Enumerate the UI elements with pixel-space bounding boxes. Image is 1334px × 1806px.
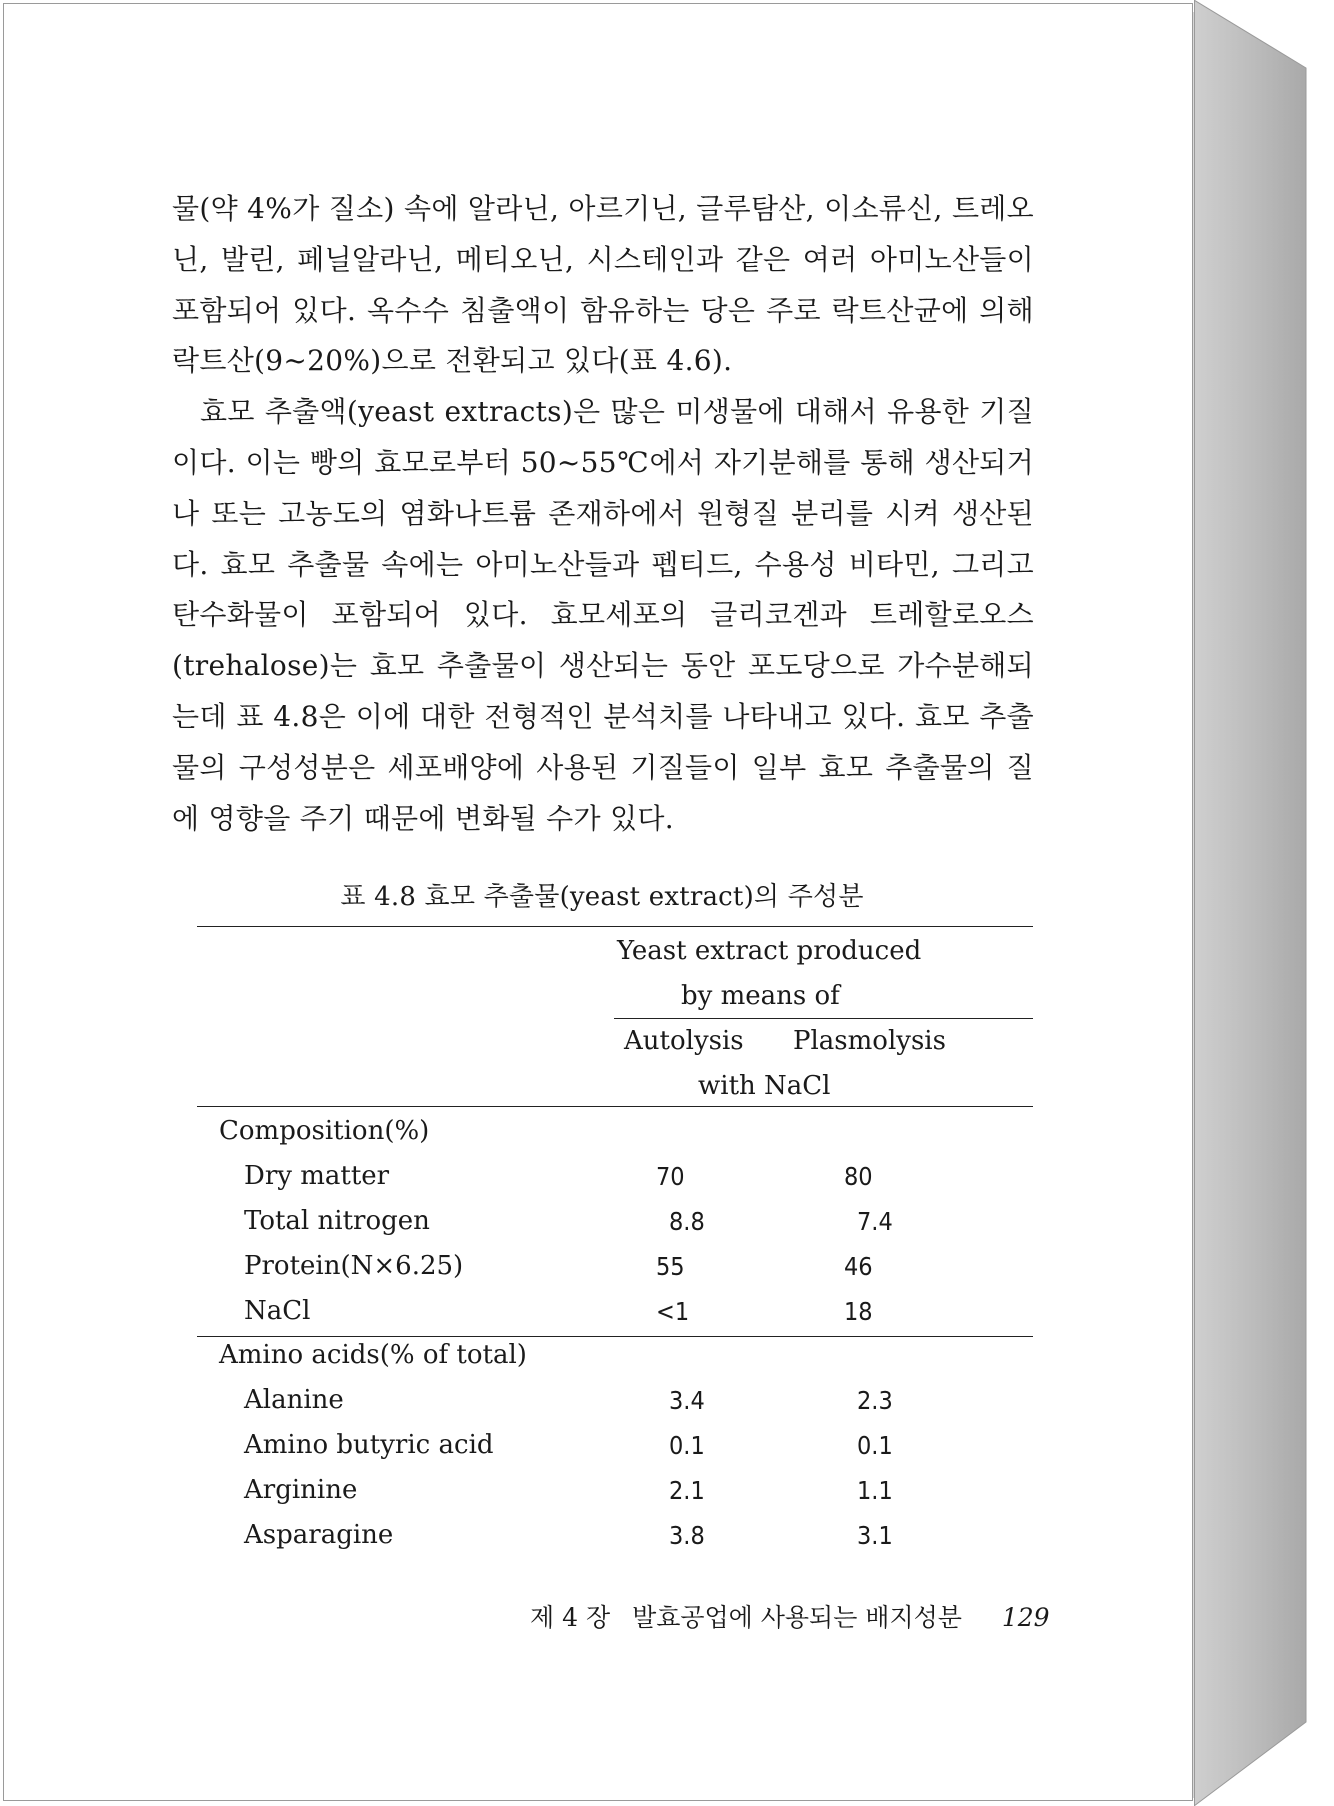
cell-autolysis: 8.8 <box>669 1207 705 1236</box>
row-label: Asparagine <box>244 1520 394 1550</box>
section-title: Amino acids(% of total) <box>219 1340 527 1370</box>
book-page <box>3 3 1193 1801</box>
book-spine-graphic <box>1194 0 1334 1806</box>
header-autolysis: Autolysis <box>624 1026 744 1056</box>
paragraph: 물(약 4%가 질소) 속에 알라닌, 아르기닌, 글루탐산, 이소류신, 트레오닌, 발린, 페닐알라닌, 메티오닌, 시스테인과 같은 여러 아미노산들이 포함되어 있다. 옥수수 침출액이 함유하는 당은 주로 락트산균에 의해 락트산(9~20%)으로 전환되고 있다(표 4.6). <box>172 192 1034 378</box>
cell-plasmolysis: 80 <box>844 1162 873 1191</box>
book-spine <box>1194 0 1334 1806</box>
header-plasmolysis: Plasmolysis <box>793 1026 946 1056</box>
page-footer <box>530 1598 1050 1634</box>
cell-autolysis: 0.1 <box>669 1431 705 1460</box>
cell-plasmolysis: 2.3 <box>857 1386 893 1415</box>
row-label: Protein(N×6.25) <box>244 1251 464 1281</box>
chapter-title: 발효공업에 사용되는 배지성분 <box>632 1603 962 1632</box>
header-bottom-rule <box>197 1106 1033 1107</box>
cell-autolysis: 2.1 <box>669 1476 705 1505</box>
section-title: Composition(%) <box>219 1116 430 1146</box>
cell-plasmolysis: 0.1 <box>857 1431 893 1460</box>
cell-autolysis: <1 <box>656 1297 690 1326</box>
table-caption: 표 4.8 효모 추출물(yeast extract)의 주성분 <box>340 882 864 912</box>
body-text <box>172 184 1034 844</box>
paragraph: 효모 추출액(yeast extracts)은 많은 미생물에 대해서 유용한 기질이다. 이는 빵의 효모로부터 50~55℃에서 자기분해를 통해 생산되거나 또는 고농도의 염화나트륨 존재하에서 원형질 분리를 시켜 생산된다. 효모 추출물 속에는 아미노산들과 펩티드, 수용성 비타민, 그리고 탄수화물이 포함되어 있다. 효모세포의 글리코겐과 트레할로오스(trehalose)는 효모 추출물이 생산되는 동안 포도당으로 가수분해되는데 표 4.8은 이에 대한 전형적인 분석치를 나타내고 있다. 효모 추출물의 구성성분은 세포배양에 사용된 기질들이 일부 효모 추출물의 질에 영향을 주기 때문에 변화될 수가 있다. <box>172 395 1034 835</box>
header-plasmolysis-sub: with NaCl <box>698 1071 831 1101</box>
cell-plasmolysis: 3.1 <box>857 1521 893 1550</box>
cell-autolysis: 55 <box>656 1252 685 1281</box>
page-number: 129 <box>1001 1603 1050 1632</box>
header-sub-rule <box>614 1018 1033 1019</box>
row-label: Amino butyric acid <box>244 1430 494 1460</box>
cell-plasmolysis: 18 <box>844 1297 873 1326</box>
cell-plasmolysis: 7.4 <box>857 1207 893 1236</box>
header-group-line1: Yeast extract produced <box>617 936 922 966</box>
header-group-line2: by means of <box>681 981 840 1011</box>
cell-autolysis: 3.4 <box>669 1386 705 1415</box>
cell-autolysis: 70 <box>656 1162 685 1191</box>
table-top-rule <box>197 926 1033 927</box>
row-label: Dry matter <box>244 1161 390 1191</box>
cell-plasmolysis: 46 <box>844 1252 873 1281</box>
cell-plasmolysis: 1.1 <box>857 1476 893 1505</box>
chapter-label: 제 4 장 <box>530 1603 611 1632</box>
section-rule <box>197 1336 1033 1337</box>
cell-autolysis: 3.8 <box>669 1521 705 1550</box>
row-label: Alanine <box>244 1385 344 1415</box>
row-label: NaCl <box>244 1296 311 1326</box>
row-label: Arginine <box>244 1475 358 1505</box>
row-label: Total nitrogen <box>244 1206 430 1236</box>
